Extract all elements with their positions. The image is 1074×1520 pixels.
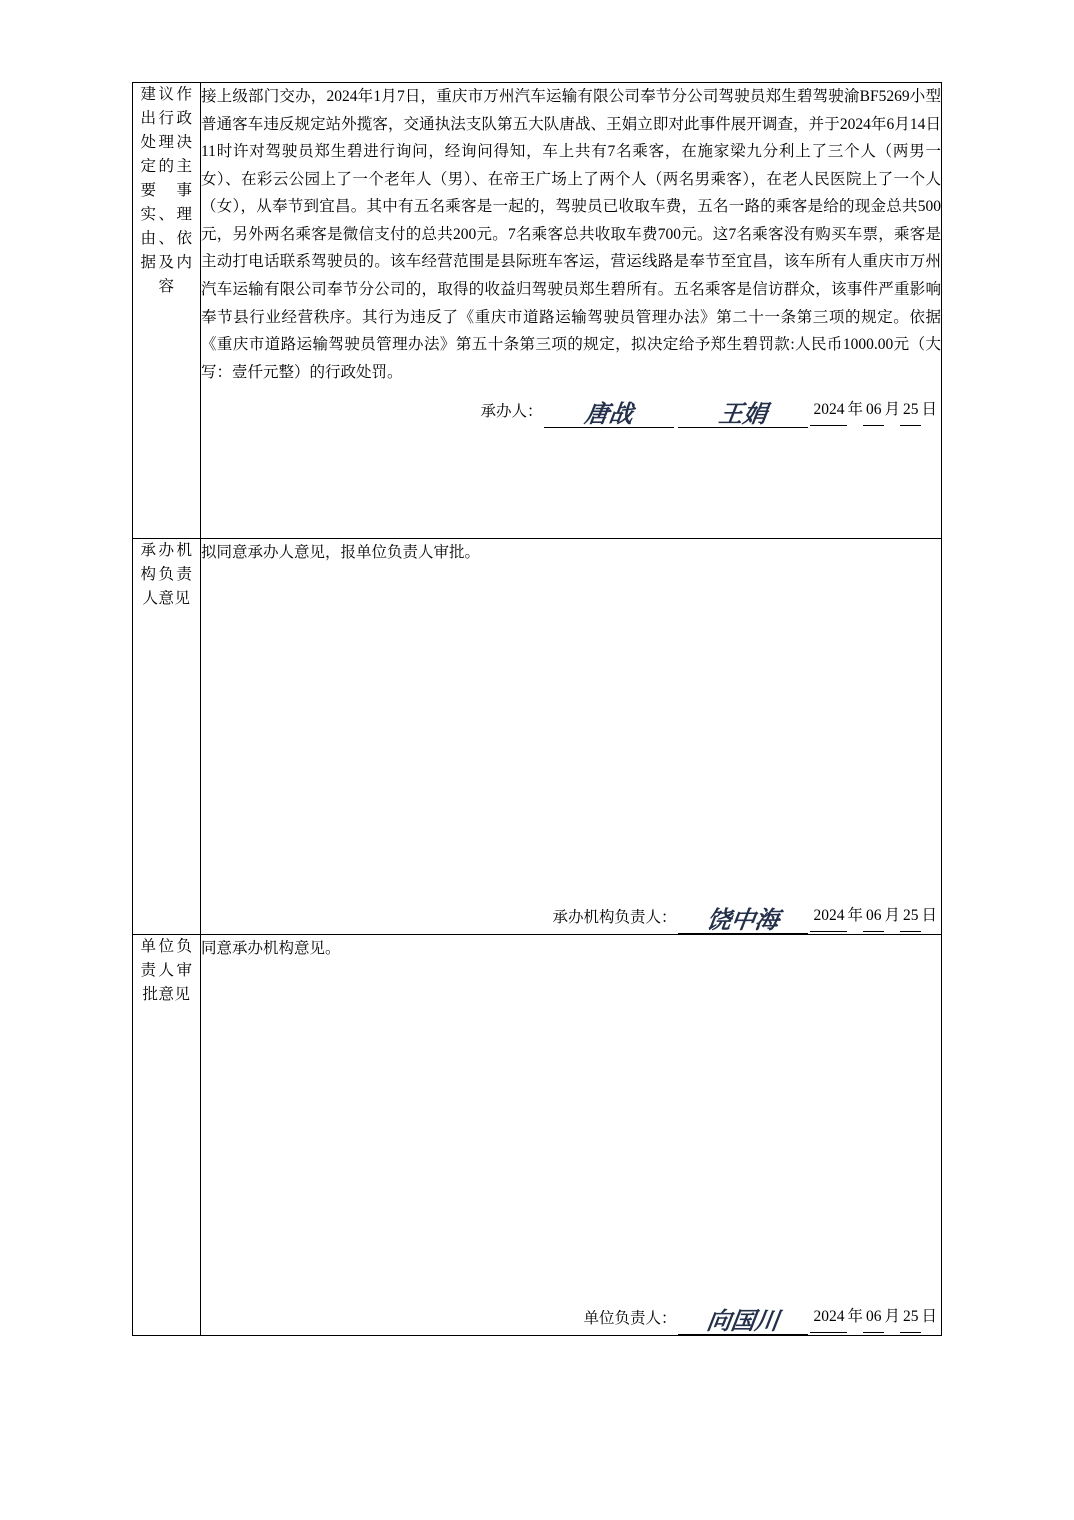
agency-signature-1 [678,907,808,934]
date-day-suffix: 日 [921,907,937,925]
table-row [133,83,942,539]
spacer [201,567,941,893]
facts-signature-1 [544,401,674,428]
approval-form-table [132,82,942,1336]
signature-ink: 饶中海 [705,906,782,934]
agency-opinion-text: 拟同意承办人意见，报单位负责人审批。 [201,544,481,561]
unit-date [810,1303,937,1335]
unit-signature-1 [678,1308,808,1335]
signature-ink: 唐战 [583,399,636,428]
agency-date [810,902,937,934]
table-row [133,935,942,1336]
row-label-facts [133,83,201,539]
date-year: 2024 [810,902,847,932]
table-row [133,539,942,935]
date-month: 06 [863,1303,885,1333]
facts-signature-row [201,396,941,428]
agency-sign-label: 承办机构负责人： [552,909,677,927]
spacer [201,963,941,1294]
date-day: 25 [900,902,922,932]
signature-ink: 向国川 [705,1307,782,1335]
row-label-text: 承办机构负责人意见 [140,542,193,608]
signature-ink: 王娟 [717,399,770,428]
facts-text: 接上级部门交办，2024年1月7日，重庆市万州汽车运输有限公司奉节分公司驾驶员郑生碧驾驶渝BF5269小型普通客车违反规定站外揽客，交通执法支队第五大队唐战、王娟立即对此事件展开调查，并于2024年6月14日11时许对驾驶员郑生碧进行询问，经询问得知，车上共有7名乘客，在施家梁九分利上了三个人（两男一女）、在彩云公园上了一个老年人（男）、在帝王广场上了两个人（两名男乘客），在老人民医院上了一个人（女），从奉节到宜昌。其中有五名乘客是一起的，驾驶员已收取车费，五名一路的乘客是给的现金总共500元，另外两名乘客是微信支付的总共200元。7名乘客总共收取车费700元。这7名乘客没有购买车票，乘客是主动打电话联系驾驶员的。该车经营范围是县际班车客运，营运线路是奉节至宜昌，该车所有人重庆市万州汽车运输有限公司奉节分公司的，取得的收益归驾驶员郑生碧所有。五名乘客是信访群众，该事件严重影响奉节县行业经营秩序。其行为违反了《重庆市道路运输驾驶员管理办法》第二十一条第三项的规定。依据《重庆市道路运输驾驶员管理办法》第五十条第三项的规定，拟决定给予郑生碧罚款:人民币1000.00元（大写：壹仟元整）的行政处罚。 [201,88,941,381]
date-year-suffix: 年 [847,1308,863,1326]
row-body-unit-opinion [201,935,942,1336]
date-month-suffix: 月 [884,401,900,419]
date-day-suffix: 日 [921,1308,937,1326]
facts-sign-label: 承办人： [480,403,543,421]
date-year-suffix: 年 [847,907,863,925]
unit-opinion-text: 同意承办机构意见。 [201,940,341,957]
agency-signature-row [201,902,941,934]
date-day-suffix: 日 [921,401,937,419]
row-label-unit-opinion [133,935,201,1336]
date-month: 06 [863,396,885,426]
unit-sign-label: 单位负责人： [583,1310,677,1328]
date-year: 2024 [810,396,847,426]
row-label-agency-opinion [133,539,201,935]
row-label-text: 建议作出行政处理决定的主要事实、理由、依据及内容 [140,86,193,296]
date-month-suffix: 月 [884,1308,900,1326]
date-year: 2024 [810,1303,847,1333]
date-day: 25 [900,396,922,426]
date-day: 25 [900,1303,922,1333]
date-year-suffix: 年 [847,401,863,419]
row-label-text: 单位负责人审批意见 [140,938,193,1004]
row-body-facts [201,83,942,539]
row-body-agency-opinion [201,539,942,935]
unit-signature-row [201,1303,941,1335]
date-month-suffix: 月 [884,907,900,925]
date-month: 06 [863,902,885,932]
facts-signature-2 [678,401,808,428]
facts-date [810,396,937,428]
